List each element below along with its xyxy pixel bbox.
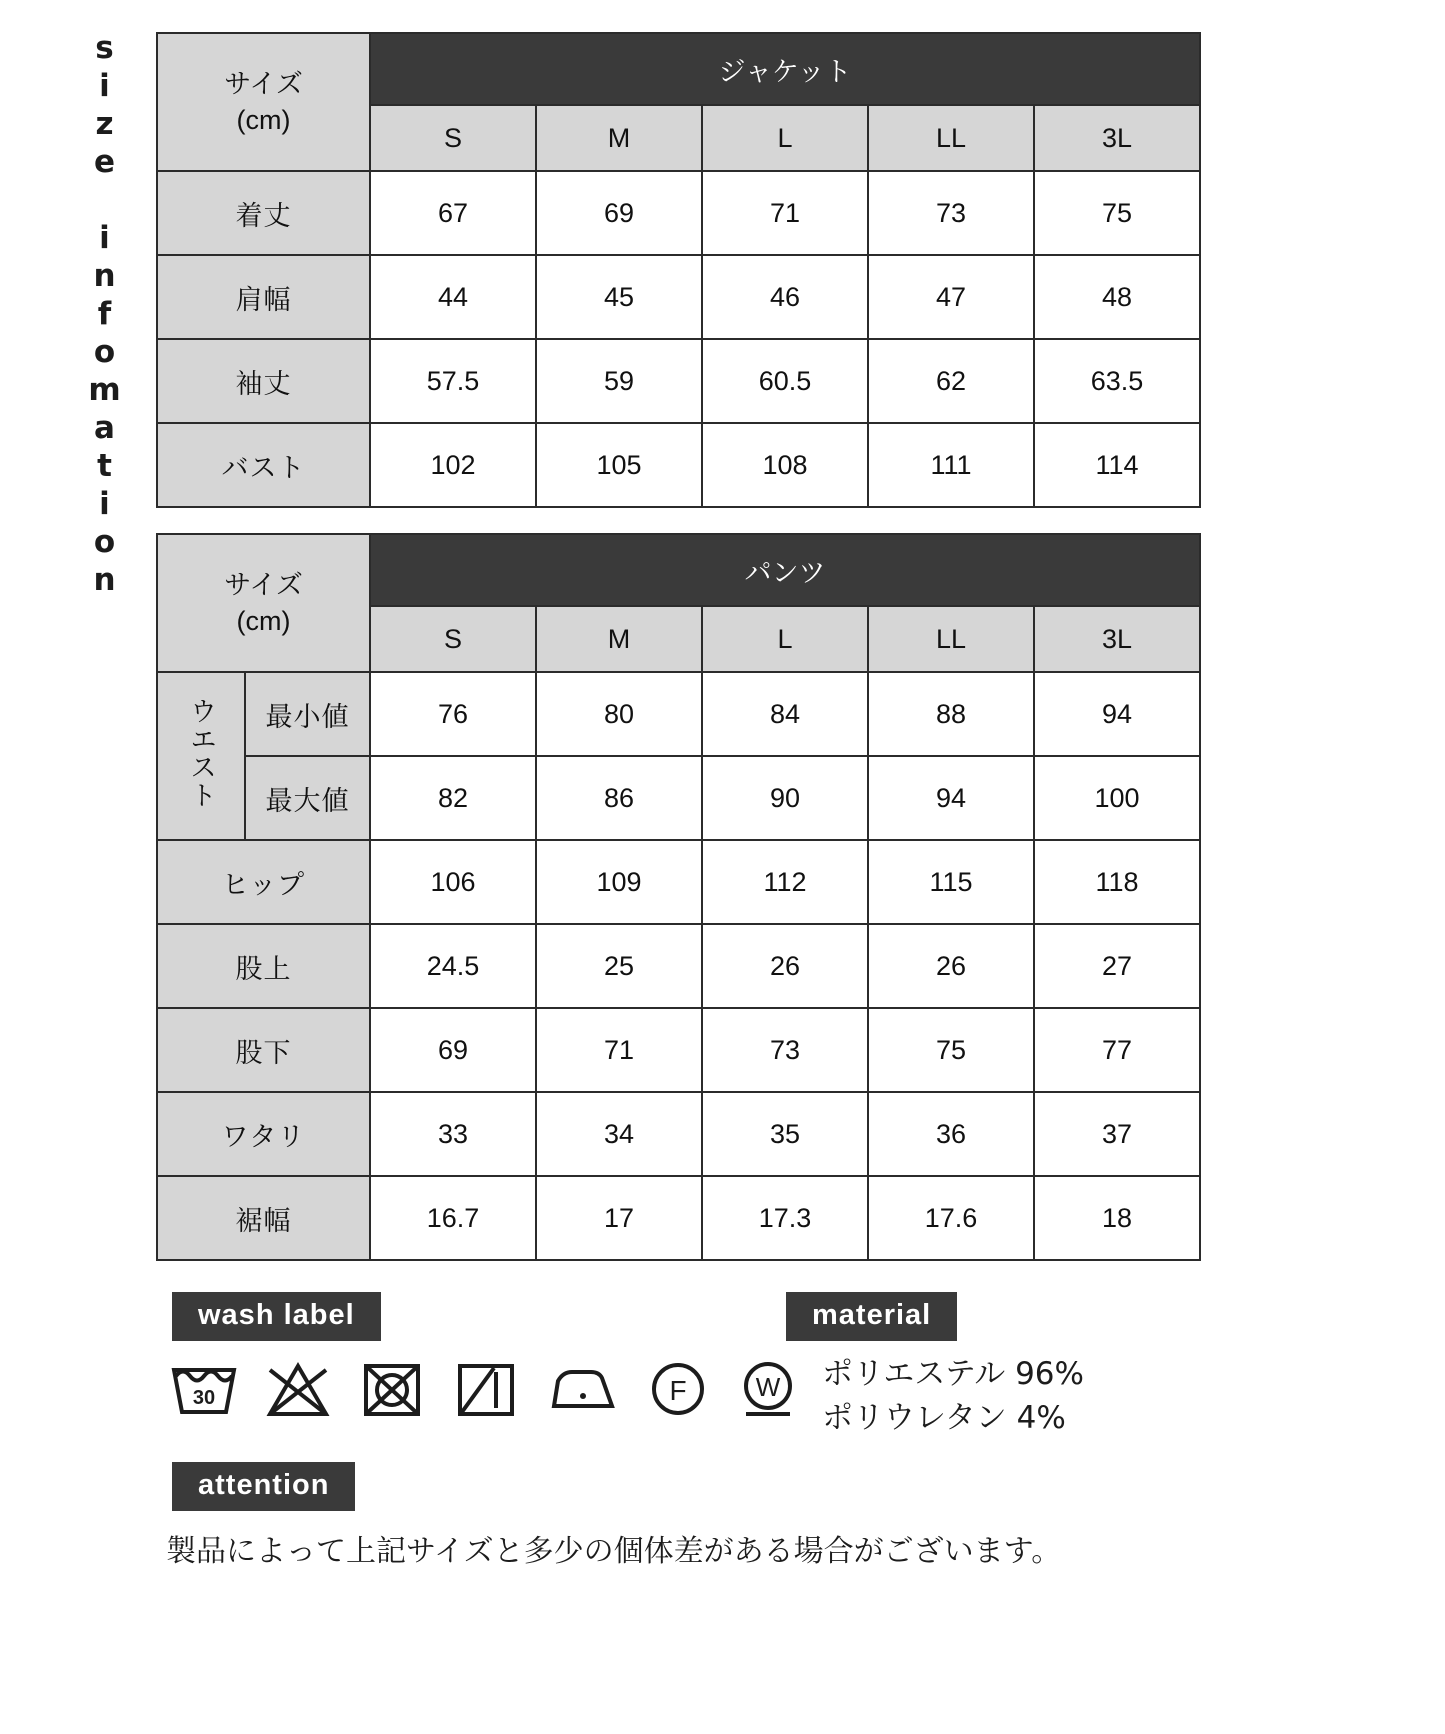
material-composition (822, 1352, 1084, 1440)
jacket-corner-cell (157, 33, 370, 171)
jacket-row-label-3: バスト (157, 423, 370, 507)
pants-waist-min-cell-2: 84 (702, 672, 868, 756)
jacket-cell-1-4: 48 (1034, 255, 1200, 339)
jacket-cell-0-1: 69 (536, 171, 702, 255)
jacket-cell-0-2: 71 (702, 171, 868, 255)
jacket-cell-2-1: 59 (536, 339, 702, 423)
pants-cell-4-2: 17.3 (702, 1176, 868, 1260)
jacket-cell-1-3: 47 (868, 255, 1034, 339)
pants-row-label-0: ヒップ (157, 840, 370, 924)
jacket-cell-0-3: 73 (868, 171, 1034, 255)
wash-label-section (172, 1292, 381, 1341)
table-row (157, 423, 1200, 507)
drip-dry-in-shade-icon (450, 1356, 522, 1422)
jacket-size-header-s: S (370, 105, 536, 171)
pants-cell-3-0: 33 (370, 1092, 536, 1176)
wet-clean-w-icon (734, 1356, 802, 1422)
pants-size-header-m: M (536, 606, 702, 672)
jacket-size-header-m: M (536, 105, 702, 171)
pants-row-label-1: 股上 (157, 924, 370, 1008)
pants-cell-0-2: 112 (702, 840, 868, 924)
jacket-size-header-l: L (702, 105, 868, 171)
attention-note-text: 製品によって上記サイズと多少の個体差がある場合がございます。 (166, 1534, 1062, 1569)
wash-label-tag: wash label (172, 1292, 381, 1341)
dry-clean-letter-text: F (669, 1375, 687, 1406)
jacket-category-row (157, 33, 1200, 105)
pants-waist-sub-label-0: 最小値 (245, 672, 370, 756)
pants-waist-max-cell-2: 90 (702, 756, 868, 840)
jacket-size-header-ll: LL (868, 105, 1034, 171)
pants-cell-2-3: 75 (868, 1008, 1034, 1092)
jacket-cell-3-3: 111 (868, 423, 1034, 507)
pants-cell-1-2: 26 (702, 924, 868, 1008)
jacket-corner-line1: サイズ (224, 68, 303, 99)
jacket-cell-0-0: 67 (370, 171, 536, 255)
jacket-cell-3-2: 108 (702, 423, 868, 507)
pants-waist-min-cell-3: 88 (868, 672, 1034, 756)
pants-row-label-3: ワタリ (157, 1092, 370, 1176)
pants-waist-sub-label-1: 最大値 (245, 756, 370, 840)
jacket-size-table-wrapper (156, 32, 1201, 508)
pants-cell-0-3: 115 (868, 840, 1034, 924)
no-bleach-icon (262, 1356, 334, 1422)
pants-cell-2-0: 69 (370, 1008, 536, 1092)
material-line-1: ポリウレタン 4% (822, 1400, 1066, 1437)
machine-wash-temp-text: 30 (192, 1387, 216, 1409)
pants-corner-line2: (cm) (236, 606, 291, 636)
jacket-cell-0-4: 75 (1034, 171, 1200, 255)
pants-corner-cell (157, 534, 370, 672)
pants-waist-max-cell-4: 100 (1034, 756, 1200, 840)
pants-row-label-4: 裾幅 (157, 1176, 370, 1260)
pants-cell-0-0: 106 (370, 840, 536, 924)
pants-size-header-s: S (370, 606, 536, 672)
pants-category-row (157, 534, 1200, 606)
jacket-row-label-0: 着丈 (157, 171, 370, 255)
pants-size-header-3l: 3L (1034, 606, 1200, 672)
pants-waist-group-label-text: ウエスト (186, 696, 217, 809)
jacket-cell-1-0: 44 (370, 255, 536, 339)
jacket-category-label: ジャケット (370, 33, 1200, 105)
pants-size-table-wrapper (156, 533, 1201, 1261)
pants-cell-4-1: 17 (536, 1176, 702, 1260)
pants-cell-3-2: 35 (702, 1092, 868, 1176)
dry-clean-f-icon (644, 1356, 712, 1422)
jacket-corner-line2: (cm) (236, 105, 291, 135)
iron-low-icon (544, 1356, 622, 1422)
jacket-cell-2-4: 63.5 (1034, 339, 1200, 423)
jacket-cell-1-1: 45 (536, 255, 702, 339)
pants-cell-1-3: 26 (868, 924, 1034, 1008)
table-row (157, 756, 1200, 840)
pants-row-label-2: 股下 (157, 1008, 370, 1092)
jacket-cell-2-2: 60.5 (702, 339, 868, 423)
material-tag: material (786, 1292, 957, 1341)
attention-section (172, 1462, 355, 1511)
pants-cell-1-4: 27 (1034, 924, 1200, 1008)
material-line-0: ポリエステル 96% (822, 1356, 1084, 1392)
table-row (157, 339, 1200, 423)
jacket-cell-3-4: 114 (1034, 423, 1200, 507)
pants-cell-0-1: 109 (536, 840, 702, 924)
table-row (157, 1092, 1200, 1176)
jacket-cell-1-2: 46 (702, 255, 868, 339)
pants-cell-2-4: 77 (1034, 1008, 1200, 1092)
pants-waist-group-label (157, 672, 245, 840)
table-row (157, 840, 1200, 924)
jacket-cell-2-3: 62 (868, 339, 1034, 423)
pants-corner-line1: サイズ (224, 569, 303, 600)
pants-waist-min-cell-0: 76 (370, 672, 536, 756)
page-title-text: size infomation (86, 30, 123, 600)
pants-cell-2-2: 73 (702, 1008, 868, 1092)
table-row (157, 1176, 1200, 1260)
pants-cell-0-4: 118 (1034, 840, 1200, 924)
pants-cell-2-1: 71 (536, 1008, 702, 1092)
jacket-row-label-1: 肩幅 (157, 255, 370, 339)
pants-waist-max-cell-3: 94 (868, 756, 1034, 840)
no-tumble-dry-icon (356, 1356, 428, 1422)
jacket-cell-3-1: 105 (536, 423, 702, 507)
machine-wash-30-icon (168, 1356, 240, 1422)
jacket-size-table (156, 32, 1201, 508)
pants-waist-max-cell-1: 86 (536, 756, 702, 840)
pants-size-header-l: L (702, 606, 868, 672)
pants-cell-4-4: 18 (1034, 1176, 1200, 1260)
pants-cell-4-0: 16.7 (370, 1176, 536, 1260)
page-title (76, 30, 132, 600)
pants-cell-1-1: 25 (536, 924, 702, 1008)
pants-waist-min-cell-1: 80 (536, 672, 702, 756)
attention-note (166, 1526, 1061, 1570)
jacket-cell-2-0: 57.5 (370, 339, 536, 423)
wash-symbols-row (168, 1356, 802, 1422)
pants-cell-3-3: 36 (868, 1092, 1034, 1176)
pants-cell-3-1: 34 (536, 1092, 702, 1176)
attention-tag: attention (172, 1462, 355, 1511)
table-row (157, 924, 1200, 1008)
material-section (786, 1292, 957, 1341)
pants-cell-3-4: 37 (1034, 1092, 1200, 1176)
table-row (157, 171, 1200, 255)
pants-cell-1-0: 24.5 (370, 924, 536, 1008)
pants-size-table (156, 533, 1201, 1261)
pants-category-label: パンツ (370, 534, 1200, 606)
pants-cell-4-3: 17.6 (868, 1176, 1034, 1260)
pants-waist-min-cell-4: 94 (1034, 672, 1200, 756)
table-row (157, 1008, 1200, 1092)
jacket-row-label-2: 袖丈 (157, 339, 370, 423)
pants-size-header-ll: LL (868, 606, 1034, 672)
pants-waist-max-cell-0: 82 (370, 756, 536, 840)
jacket-cell-3-0: 102 (370, 423, 536, 507)
jacket-size-header-3l: 3L (1034, 105, 1200, 171)
table-row (157, 255, 1200, 339)
wet-clean-letter-text: W (755, 1372, 781, 1402)
table-row (157, 672, 1200, 756)
